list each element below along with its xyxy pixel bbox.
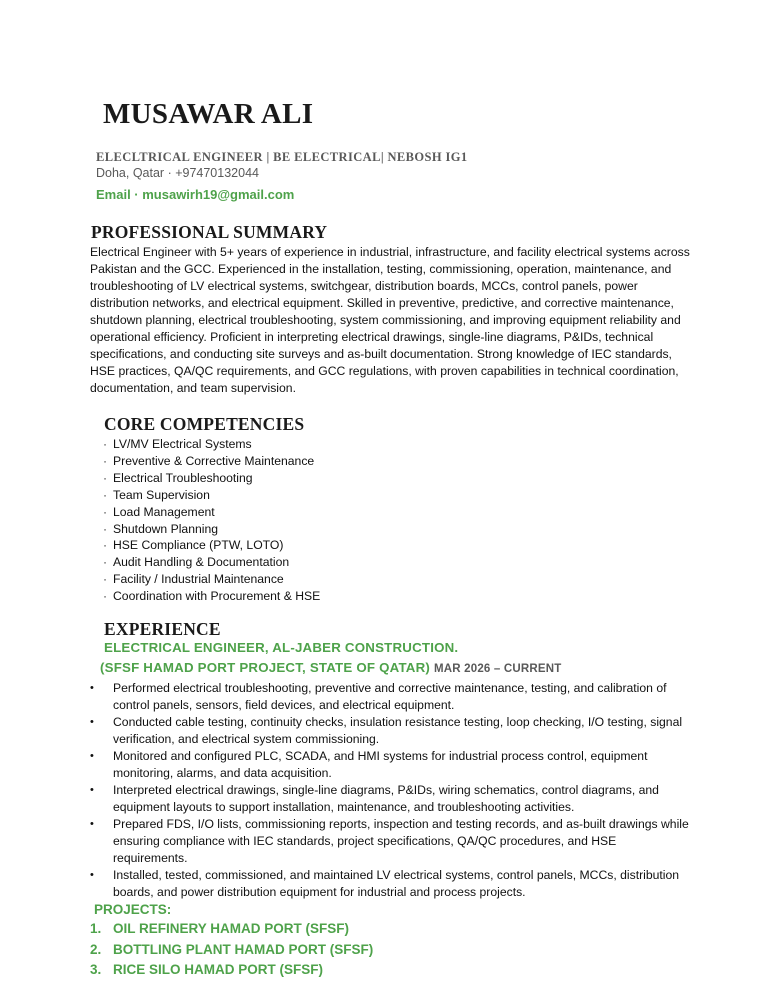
competency-label: Facility / Industrial Maintenance <box>113 572 284 587</box>
bullet-dot: • <box>90 682 94 694</box>
bullet-dot: · <box>103 487 108 502</box>
experience-bullets <box>90 680 690 901</box>
list-item <box>103 436 320 453</box>
list-item <box>90 680 690 714</box>
job-dates: MAR 2026 – CURRENT <box>433 663 562 675</box>
summary-heading: PROFESSIONAL SUMMARY <box>91 222 328 242</box>
list-item <box>90 867 690 901</box>
bullet-text: Installed, tested, commissioned, and maintained LV electrical systems, control panels, MCCs, distribution boards, and power distribution equipment for industrial and process projects. <box>113 868 680 899</box>
project-name: RICE SILO HAMAD PORT (SFSF) <box>113 962 323 977</box>
resume-headline: ELECLTRICAL ENGINEER | BE ELECTRICAL| NEBOSH IG1 <box>96 150 468 164</box>
email-link[interactable]: Email · musawirh19@gmail.com <box>96 187 295 202</box>
bullet-dot: · <box>103 521 108 536</box>
list-item <box>90 714 690 748</box>
bullet-dot: · <box>103 538 108 553</box>
job-title: ELECTRICAL ENGINEER, AL-JABER CONSTRUCTION. <box>104 640 459 655</box>
project-name: BOTTLING PLANT HAMAD PORT (SFSF) <box>113 941 374 957</box>
competency-label: Load Management <box>113 504 215 519</box>
job-project: (SFSF HAMAD PORT PROJECT, STATE OF QATAR) <box>100 660 431 675</box>
list-item <box>103 504 320 521</box>
contact-line: Doha, Qatar · +97470132044 <box>96 166 259 180</box>
project-number: 3. <box>90 962 102 977</box>
competency-label: LV/MV Electrical Systems <box>113 437 252 451</box>
competency-label: Electrical Troubleshooting <box>113 470 253 485</box>
bullet-text: Prepared FDS, I/O lists, commissioning reports, inspection and testing records, and as-built drawings while ensuring compliance with IEC standards, project specifications, QA/QC procedures, and HSE requirements. <box>113 817 689 865</box>
competencies-heading: CORE COMPETENCIES <box>104 414 305 434</box>
bullet-dot: · <box>103 453 108 468</box>
competency-label: Preventive & Corrective Maintenance <box>113 453 315 468</box>
bullet-dot: • <box>90 818 94 830</box>
list-item <box>103 588 320 605</box>
list-item <box>103 487 320 504</box>
list-item <box>90 748 690 782</box>
job-project-line <box>100 660 562 675</box>
bullet-text: Interpreted electrical drawings, single-line diagrams, P&IDs, wiring schematics, control diagrams, and equipment layouts to support installation, maintenance, and troubleshooting activities. <box>113 783 659 814</box>
project-number: 2. <box>90 941 102 957</box>
bullet-text: Performed electrical troubleshooting, preventive and corrective maintenance, testing, and calibration of control panels, sensors, field devices, and electrical equipment. <box>113 681 667 712</box>
list-item <box>90 782 690 816</box>
list-item <box>90 816 690 867</box>
bullet-dot: • <box>90 750 94 762</box>
competency-label: Team Supervision <box>113 487 210 502</box>
summary-text: Electrical Engineer with 5+ years of experience in industrial, infrastructure, and facility electrical systems across Pakistan and the GCC. Experienced in the installation, testing, commissioning, operation, maintenance, and troubleshooting of LV electrical systems, switchgear, distribution boards, MCCs, control panels, power distribution networks, and electrical equipment. Skilled in preventive, predictive, and corrective maintenance, shutdown planning, electrical troubleshooting, system commissioning, and improving equipment reliability and operational efficiency. Proficient in interpreting electrical drawings, single-line diagrams, P&IDs, technical specifications, and conducting site surveys and as-built documentation. Strong knowledge of IEC standards, HSE practices, QA/QC requirements, and GCC regulations, with proven capabilities in technical coordination, documentation, and team supervision. <box>90 245 690 395</box>
competency-label: Coordination with Procurement & HSE <box>113 589 321 604</box>
list-item <box>90 940 373 961</box>
competency-label: Shutdown Planning <box>113 521 219 536</box>
bullet-dot: • <box>90 716 94 728</box>
project-name: OIL REFINERY HAMAD PORT (SFSF) <box>113 921 350 936</box>
list-item <box>103 571 320 588</box>
bullet-text: Conducted cable testing, continuity checks, insulation resistance testing, loop checking, I/O testing, signal verification, and electrical system commissioning. <box>113 715 683 746</box>
project-number: 1. <box>90 921 102 936</box>
competencies-list <box>103 436 320 605</box>
bullet-dot: · <box>103 589 108 604</box>
bullet-dot: · <box>103 470 108 485</box>
experience-heading: EXPERIENCE <box>104 619 221 639</box>
list-item <box>103 453 320 470</box>
bullet-dot: • <box>90 784 94 796</box>
competency-label: Audit Handling & Documentation <box>113 555 290 570</box>
list-item <box>90 919 373 940</box>
projects-list <box>90 919 373 981</box>
list-item <box>103 521 320 538</box>
competency-label: HSE Compliance (PTW, LOTO) <box>113 538 284 553</box>
bullet-dot: · <box>103 572 108 587</box>
resume-name: MUSAWAR ALI <box>103 98 314 130</box>
bullet-text: Monitored and configured PLC, SCADA, and HMI systems for industrial process control, equipment monitoring, alarms, and data acquisition. <box>113 749 648 780</box>
projects-label: PROJECTS: <box>94 902 172 917</box>
list-item <box>103 537 320 554</box>
bullet-dot: · <box>103 555 108 570</box>
list-item <box>103 470 320 487</box>
bullet-dot: · <box>103 437 108 451</box>
bullet-dot: · <box>103 504 108 519</box>
list-item <box>103 554 320 571</box>
bullet-dot: • <box>90 869 94 881</box>
list-item <box>90 960 373 981</box>
